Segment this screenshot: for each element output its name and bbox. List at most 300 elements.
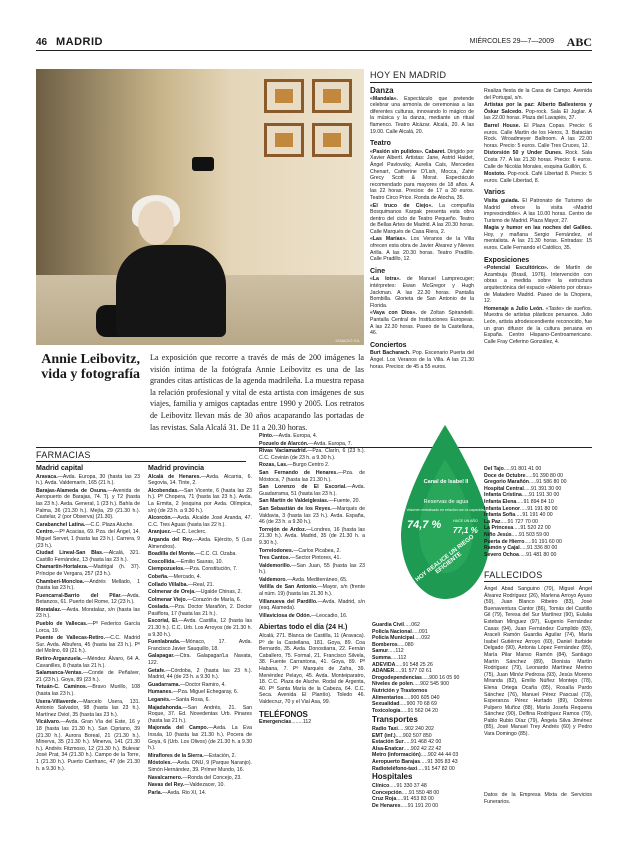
hospital-name: Infanta Sofía xyxy=(484,512,516,519)
farmacia-entry-name: Pinto. xyxy=(259,433,274,439)
farmacia-entry-text: —Avda. Moratalaz, s/n (hasta las 23 h.). xyxy=(36,606,140,620)
hospital-number: .....91 550 48 00 xyxy=(401,789,440,796)
farmacia-entry xyxy=(36,670,140,683)
transporte-number: .....902 507 850 xyxy=(395,732,432,739)
farmacia-entry xyxy=(259,633,365,706)
hospital-name: Concepción xyxy=(372,789,402,796)
farmacia-entry-text: —Sector Pintores, 41. xyxy=(290,555,341,562)
photo-credit: IGNACIO GIL xyxy=(335,338,360,343)
hospital-number: .....91 191 30 00 xyxy=(521,492,560,499)
farmacia-subheading: TELÉFONOS xyxy=(259,709,308,719)
farmacia-entry-name: Emergencias xyxy=(259,719,292,726)
telefono-row xyxy=(372,675,478,682)
transportes-list xyxy=(372,726,478,772)
farmacia-entry-name: San Martín de Valdeiglesias. xyxy=(259,498,329,505)
hoy-entry-text: Pop-rock. Sala El Juglar. A las 22.00 horas. Plaza del Lavapiés, 37. xyxy=(484,108,592,122)
hoy-entry-name: «La lotra». xyxy=(370,276,401,283)
farmacia-entry-text: —Avda. Europa, 7. xyxy=(308,440,353,447)
hoy-entry-name: Magia y humor en las noches del Galileo. xyxy=(484,225,592,232)
farmacia-entry-text: —Avda. Madrid, s/n (esq. Alameda). xyxy=(259,598,365,612)
farmacia-entry-text: —Real, 21. xyxy=(187,581,214,588)
telefonos-list xyxy=(372,622,478,714)
farmacia-entry-text: —Pza. Constitución, 7. xyxy=(184,566,238,573)
farmacia-entry-name: San Fernando de Henares. xyxy=(259,469,338,476)
hospitales-heading: Hospitales xyxy=(372,772,413,781)
hoy-entry-text: de Zoltan Spirandelli. Pantalla Central de Instituciones Europeas. A las 22.30 horas. Paseo de la Castellana, 46. xyxy=(370,310,474,337)
farmacia-entry xyxy=(36,488,140,521)
farmacia-entry xyxy=(259,548,365,555)
hoy-subheading: Cine xyxy=(370,267,386,275)
telefono-row xyxy=(372,648,478,655)
telefono-name: Drogodependencias xyxy=(372,674,422,681)
farmacia-entry xyxy=(148,618,252,638)
farmacia-entry xyxy=(148,488,252,514)
farmacia-entry-text: —Corazón de María, 6. xyxy=(187,596,242,603)
transporte-number: .....902 42 22 42 xyxy=(403,745,442,752)
transporte-name: Estación Sur xyxy=(372,739,404,746)
farmacia-entry-text: —Avda. Rio XI, 14. xyxy=(162,789,207,796)
farmacia-entry xyxy=(148,760,252,773)
farmacia-entry-name: Chamartín-Hortaleza. xyxy=(36,564,89,571)
farmacia-entry xyxy=(148,725,252,751)
hospitales-list xyxy=(372,783,478,809)
farmacia-entry xyxy=(259,462,365,469)
hoy-subheading: Danza xyxy=(370,86,394,95)
farmacia-entry xyxy=(36,635,140,655)
telefono-number: .....91 548 25 26 xyxy=(395,661,433,668)
wall-frame xyxy=(264,123,304,157)
farmacia-entry xyxy=(259,527,365,547)
telefono-number: .....900 16 05 90 xyxy=(421,674,460,681)
farmacia-entry-name: Fuenlabrada. xyxy=(148,639,181,646)
hospital-name: De Henares xyxy=(372,802,401,809)
farmacia-entry xyxy=(148,559,252,566)
hospital-number: .....91 894 84 10 xyxy=(516,498,554,505)
hospital-name: Infanta Elena xyxy=(484,498,517,505)
hospital-name: Severo Ochoa xyxy=(484,551,519,558)
hoy-heading: HOY EN MADRID xyxy=(370,70,592,83)
farmacia-entry xyxy=(259,599,365,612)
hospital-name: Del Tajo xyxy=(484,466,504,472)
farmacia-entry-text: —Avenida de Aeropuerto de Barajas, 74. Tj. y T2 (hasta las 23 h.). Avda. General, 1 (23 h.). Bahía de Palma, 36 (21.30 h.). Mejía, 29 (21.30 h.). Castelar, 2 (por Observa) (21.30). xyxy=(36,487,140,521)
farmacia-entry-name: Centro. xyxy=(36,529,55,536)
farmacia-entry-name: Móstoles. xyxy=(148,760,172,767)
farmacia-entry-name: Coslada. xyxy=(148,604,170,611)
farmacia-entry xyxy=(259,577,365,584)
hospital-row xyxy=(484,466,592,473)
farmacia-entry xyxy=(36,529,140,549)
telefono-name: Alimentarios xyxy=(372,694,404,701)
farmacia-entry-name: Leganés. xyxy=(148,697,171,703)
farmacia-entry xyxy=(148,653,252,666)
person-body xyxy=(116,245,226,337)
farmacia-entry-text: —Avda. Ejército, 5 (Los Almendros). xyxy=(148,536,252,550)
telefono-row xyxy=(372,629,478,636)
feature-photo xyxy=(36,69,364,345)
hoy-entry xyxy=(484,198,592,224)
farmacia-entry-text: —Carlos Picabea, 2. xyxy=(293,547,341,554)
telefono-number: .....112 xyxy=(390,654,407,661)
drop-brand: Canal de Isabel II xyxy=(423,479,469,485)
farmacia-entry-text: —Doctor Ramiro, 4. xyxy=(180,681,226,688)
hoy-entry xyxy=(484,306,592,346)
farmacia-entry-text: —Madrigal (h. 37). Príncipe de Vergara, 257 (23 h.). xyxy=(36,564,140,577)
farmacia-entry-text: —Méndez Álvaro, 64 A. Cavanilles, 8 (hasta las 21 h.). xyxy=(36,656,140,669)
section-title: MADRID xyxy=(56,36,103,48)
farmacia-entry xyxy=(148,474,252,487)
hospital-number: .....91 503 59 00 xyxy=(511,531,550,538)
farmacia-entry-text: —Valdezacer, 10. xyxy=(184,782,225,789)
farmacia-entry xyxy=(259,719,365,726)
hoy-entry-text: de Manuel Lamprecuger; intérpretes: Ewan McGregor y Hugh Jackman. A las 22.30 horas. Pantalla Bombilla. Glorieta de San Antonio de la Florida. xyxy=(370,276,474,309)
farmacia-entry-text: —Pza. de Móstoca, 7 (hasta las 21.30 h.). xyxy=(259,469,365,483)
hoy-entry xyxy=(484,171,592,184)
farmacia-entry-name: Navalcarnero. xyxy=(148,774,183,781)
telefono-number: .....91 562 04 20 xyxy=(400,707,438,714)
hoy-entry xyxy=(370,276,474,309)
telefono-number: .....091 xyxy=(411,628,428,635)
transporte-row xyxy=(372,726,478,733)
telefono-number: .....900 70 68 69 xyxy=(399,701,437,708)
farmacia-entry-name: Salamanca-Ventas. xyxy=(36,670,84,677)
hospital-number: .....91 801 41 00 xyxy=(503,466,542,472)
farmacia-entry xyxy=(148,582,252,589)
farmacia-entry-name: San Sebastián de los Reyes. xyxy=(259,505,332,512)
farmacia-entry-name: Puente de Vallecas-Retiro. xyxy=(36,635,106,642)
farmacia-entry xyxy=(36,684,140,697)
farmacia-entry-text: —C.C. Plaza Aluche. xyxy=(85,521,134,528)
hospital-row xyxy=(372,790,478,797)
farmacia-entry-text: Alcalá, 271. Blanca de Castilla, 11 (Aravaca). Pº de la Castellana, 181. Goya, 89. Coa Bernardo, 35. Avda. Donostiarra, 22. Fernán Caballero, 75. Formal, 21. Francisco Silvela, 38. Fuente Carrantona, 41. Goya, 89. Pº Habana, 7. Pº Marqués de Zafra, 39. Menéndez Pelayo, 45. Avda. Monteiparatro, 18. C.C. Plaza de Aluche. Rodal de Argenta, 40. Pº Santa María de la Cabeza, 64. C.C. Seca. Avenida El Plantío). Toledo 46. Valdecruz, 70 y el Vial Asa, 99. xyxy=(259,633,365,705)
telefono-name: Sexualidad xyxy=(372,701,400,708)
wall-frame xyxy=(264,79,304,113)
farmacia-entry xyxy=(148,574,252,581)
hoy-entry-text: Espectáculo que pretende celebrar una armonía de ceremonias a las diferentes culturas, innovando lo mágico de la música y la danza, mediante un ritual flamenco. Teatro Alcázar. Alcalá, 20. A las 19.00. Calle Alcalá, 20. xyxy=(370,95,474,135)
farmacia-entry-text: —Bravo Murillo, 108 (hasta las 23 h.). xyxy=(36,684,140,697)
farmacia-entry-name: Pozuelo de Alarcón. xyxy=(259,440,309,447)
hospital-number: .....91 191 80 00 xyxy=(520,505,558,512)
farmacias-heading: FARMACIAS xyxy=(36,450,246,462)
transporte-number: .....91 547 82 00 xyxy=(417,765,455,772)
farmacia-entry-name: Tetuán-C. Caminos. xyxy=(36,684,88,691)
farmacia-entry-name: Guadarrama. xyxy=(148,681,181,688)
farmacia-entry xyxy=(148,515,252,528)
farmacia-entry-text: —Ctra. Galapagar/La Navata, 122. xyxy=(148,653,252,667)
telefono-row xyxy=(372,655,478,662)
fallecidos-text: Ángel Abad Sanguino (70), Miguel Ángel Álvarez Rodríguez (26), Marlena Arroyo Ayuso (59), Juan Blanco Ribeiro (83), José Buenaventura Cantor (86), Tomás del Castillo Gil (79), Teresa del Sur Martínez (90), Eulalia Esteban Minguez (97), Eugenio Fernández Casas (94), Juan Fernández Cumplido (83), Araceli Ramón Guardia Aguilar (74), María Isabel Gutiérrez Arroyo (60), Daniel Iturbide Delgado (90), Antonia López Fernández (85), María Pilar Manso Ramón (84), Santiago Martín Sánchez (89), Dionisia Martín Rodríguez (79), Leonardo Martínez Merino (75), Juan Minóz Pedrosa (93), Jesús Moreno Miranda (82), Emilio Núñez Montejo (78), Elena Ortega Ocaña (85), Rosalía Pardo Sánchez (76), Manuel Pérez Pascual (73), Esperanza Pérez Hurtado (89), Dolores Pulpero Muñoz (88), María Josefa Requena Sánchez (90), Delfina Rodríguez Ramos (79), Pablo Rubio Díaz (79), Ángela Silva Jiménez (85), José Manuel Trey Andrés (60) y Pedro Vara Domingo (85). xyxy=(484,586,592,738)
newspaper-logo: ABC xyxy=(566,35,592,49)
transporte-number: .....902 44 44 03 xyxy=(420,752,459,759)
hoy-entry xyxy=(484,265,592,305)
farmacia-entry-name: Aranjuez. xyxy=(148,529,172,536)
farmacia-entry xyxy=(259,584,365,597)
hospital-name: Doce de Octubre xyxy=(484,472,526,479)
telefono-name: Nutrición y Trastornos xyxy=(372,687,428,694)
hospital-name: Infanta Cristina xyxy=(484,492,522,499)
transporte-name: Alsa-Enatcar xyxy=(372,745,404,752)
farmacia-entry-text: —Mayor, s/n (frente al núm. 19) (hasta las 21.30 h.). xyxy=(259,584,365,598)
hospital-name: Gregorio Marañón xyxy=(484,479,529,486)
hoy-entry-text: Pop-rock. Café Libertad 8. Precio: 5 euros. Calle Libertad, 8. xyxy=(484,171,592,184)
farmacia-entry-text: —Avda. Guadarrama, 51 (hasta las 23 h.). xyxy=(259,484,365,497)
drop-pct-right: 77,1 % xyxy=(453,526,478,535)
farmacia-entry-name: Villaviciosa de Odón. xyxy=(259,612,312,619)
hospital-row xyxy=(484,492,592,499)
hospital-name: Ramón y Cajal xyxy=(484,545,520,552)
farmacia-entry-text: —Pº Federico García Lorca, 19. xyxy=(36,621,140,634)
hoy-column-1 xyxy=(370,88,474,371)
hoy-entry-name: Homenaje a Julio León. xyxy=(484,305,544,312)
telefono-number: .....112 xyxy=(388,648,404,655)
farmacia-entry-text: —Conde de Peñalver, 21 (23 h.). Goya, 89 (23 h.). xyxy=(36,670,140,683)
farmacia-entry xyxy=(148,790,252,797)
telefono-name: Niveles de polen xyxy=(372,681,413,688)
transporte-name: EMT (inf.) xyxy=(372,732,396,739)
telefono-row xyxy=(372,622,478,629)
telefono-number: .....902 545 900 xyxy=(412,681,450,688)
farmacias-column-3 xyxy=(259,433,365,727)
drop-pct-left: 74,7 % xyxy=(407,519,442,531)
telefono-name: Toxicología xyxy=(372,707,401,714)
drop-slogan: HOY REALICE UN RIEGO EFICIENTE xyxy=(414,534,476,584)
farmacia-entry xyxy=(259,613,365,620)
farmacia-entry-text: —Estación, 2. xyxy=(203,752,236,759)
farmacia-entry xyxy=(259,563,365,576)
farmacia-entry-text: —C.C. Leclerc. xyxy=(171,529,207,536)
farmacia-entry-text: —Avda. Gran Vía del Este, 16 y 18 (hasta las 21.30 h.). San Cipriano, 39 (21.30 h.). Aurora Boreal, 21 (21.30 h.). Minerva, 35 (21.30 h.). Minerva, 141 (21.30 h.). Andrés Fitzmoso, 12 (21.30 h.). Bulevar José Prat, 34 (21.30 h.). Campo de la Torre, 1 (21.30 h.). Puerto Canfranc, 47 (de 21.30 h. a 9.30 h.). xyxy=(36,719,140,772)
transporte-row xyxy=(372,752,478,759)
hospital-number: .....91 191 40 00 xyxy=(515,512,553,519)
hospital-row xyxy=(484,499,592,506)
farmacia-entry-text: —Avda. ONU, 9 (Parque Naranjo). Simón Hernández, 39. Prímer Mundo, 16. xyxy=(148,760,252,773)
farmacia-entry xyxy=(36,564,140,577)
hospital-number: .....91 390 80 00 xyxy=(525,472,564,479)
hospital-name: Hospital Central xyxy=(484,485,524,492)
farmacias-column-1 xyxy=(36,466,140,773)
farmacia-entry-name: Galapagar. xyxy=(148,653,175,660)
transporte-name: Metro (información) xyxy=(372,752,421,759)
hoy-entry xyxy=(484,88,592,101)
farmacia-entry-text: —Londres, 16 (hasta las 21.30 h.). Avda. Madrid, 35 (de 21.30 h. a 9.30 h.). xyxy=(259,526,365,546)
telefono-row xyxy=(372,668,478,675)
farmacia-entry xyxy=(36,656,140,669)
transporte-row xyxy=(372,746,478,753)
telefono-name: Samur xyxy=(372,648,389,655)
hoy-entry-name: Barrel House. xyxy=(484,122,521,129)
farmacia-entry-text: —Córdoba, 2 (hasta las 23 h.). Madrid, 44 (de 23 h. a 9.30 h.). xyxy=(148,667,252,681)
farmacia-entry xyxy=(36,593,140,606)
wall-frame xyxy=(312,123,352,157)
farmacia-entry-text: —Alcalá, 321. Castillo Fernández, 13 (hasta las 23 h.). xyxy=(36,550,140,563)
hoy-entry xyxy=(370,310,474,336)
hoy-entry-name: Artistas por la paz: Alberto Ballesteros y Óskar Salcedo. xyxy=(484,102,592,115)
farmacia-entry xyxy=(259,506,365,526)
farmacia-entry xyxy=(148,537,252,550)
camera-icon xyxy=(192,157,214,171)
farmacia-entry-text: —Avda. Betanzos, 61. Puerto del Rome, 12 (23 h.). xyxy=(36,592,140,606)
farmacia-entry-name: San Lorenzo de El Escorial. xyxy=(259,484,347,491)
farmacia-entry xyxy=(148,551,252,558)
farmacia-entry-text: —Mónaco, 17. Avda. Francisco Javier Sauquillo, 18. xyxy=(148,639,252,652)
hoy-entry-text: El Plaza Copas. Precio: 6 euros. Calle Martín de los Heros, 3. Batacián Rock. Wroadmeyer Ballroom. A las 22.00 horas. Precio: 5 euros. Calle Tres Cruces, 12. xyxy=(484,122,593,149)
hospital-name: Niño Jesús xyxy=(484,531,512,538)
farmacia-entry-name: Retiro-Arganzuela. xyxy=(36,656,83,663)
farmacia-entry xyxy=(148,597,252,604)
hoy-entry-name: «Vaya con Dios». xyxy=(370,310,417,317)
telefono-number: .....900 605 040 xyxy=(403,694,440,701)
farmacia-entry xyxy=(148,589,252,596)
hospital-row xyxy=(484,525,592,532)
feature-text: La exposición que recorre a través de más de 200 imágenes la visión íntima de la fotógrafa Annie Leibovitz es una de las grandes citas artísticas de la agenda madrileña. La muestra repasa la relación profesional y vital de esta artista con imágenes de sus viajes, familia y amigos captadas entre 1990 y 2005. Los retratos de Leibovitz llevan más de 30 años acaparando las portadas de las revistas. Sala Alcalá 31. De 11 a 20.30 horas. xyxy=(150,353,364,432)
farmacia-entry-name: Velilla de San Antonio. xyxy=(259,584,318,591)
hospital-number: .....91 191 60 00 xyxy=(524,538,562,545)
farmacia-entry-name: Valdemorillo. xyxy=(259,562,292,569)
hospital-number: .....91 520 22 00 xyxy=(513,525,551,532)
transporte-number: .....902 240 202 xyxy=(397,726,434,732)
telefono-name: Policía Municipal xyxy=(372,635,415,642)
hospital-name: Clínico xyxy=(372,783,390,789)
hospital-name: La Princesa xyxy=(484,525,514,532)
farmacia-entry xyxy=(148,566,252,573)
hoy-entry-text: La compañía Bosquimanos Karpak presenta esta obra dentro del ciclo de Teatro Pequeño. Teatro de Bellas Artes de Madrid. A las 20.30 horas. Calle Marqués de Casa Riera, 2. xyxy=(370,202,474,235)
hospital-row xyxy=(484,512,592,519)
farmacia-entry-text: —Avda. Europa, 4. xyxy=(273,433,318,439)
farmacia-entry xyxy=(36,699,140,719)
hospital-name: La Paz xyxy=(484,518,501,525)
hospital-row xyxy=(484,532,592,539)
hoy-entry xyxy=(370,149,474,202)
farmacia-entry-name: Majorada del Campo. xyxy=(148,725,209,732)
telefono-row xyxy=(372,635,478,642)
hospital-number: .....91 481 80 00 xyxy=(518,551,557,558)
hoy-subheading: Conciertos xyxy=(370,341,407,349)
farmacia-entry xyxy=(148,682,252,689)
hoy-entry-text: de Martín de Azambuja (Brasil, 1976). Intervención con obras a medida sobre la estructura arquitectónica del espacio «Abierto por obras» de Matadero Madrid. Paseo de la Chopera, 12. xyxy=(484,265,592,305)
hoy-entry xyxy=(370,96,474,136)
farmacia-entry xyxy=(148,753,252,760)
telefono-number: .....092 xyxy=(414,635,430,642)
farmacia-subheading: Madrid capital xyxy=(36,465,84,472)
wall-frame xyxy=(312,79,352,113)
farmacia-entry-name: Arganda del Rey. xyxy=(148,536,194,543)
farmacia-entry xyxy=(36,621,140,634)
hospital-name: Puerta de Hierro xyxy=(484,538,525,545)
hoy-subheading: Exposiciones xyxy=(484,256,530,264)
farmacia-entry xyxy=(148,697,252,704)
telefono-name: ADANER xyxy=(372,668,395,675)
transporte-number: .....91 305 83 43 xyxy=(420,758,458,765)
hoy-entry-text: Hoy, y mañana Sergio Fernández, el mentalista. A las 21.30 horas. Entradas: 15 euros. Calle Fernando el Católico, 35. xyxy=(484,231,592,252)
farmacia-entry xyxy=(259,470,365,483)
farmacia-entry-text: —Pza. Miguel Echegaray, 6. xyxy=(172,689,239,696)
farmacia-entry xyxy=(36,550,140,563)
transporte-row xyxy=(372,759,478,766)
farmacia-entry xyxy=(36,607,140,620)
farmacia-entry-name: Boadilla del Monte. xyxy=(148,551,196,558)
hospital-row xyxy=(484,473,592,480)
farmacia-entry-name: Alcorcón. xyxy=(148,515,172,522)
farmacia-entry-name: Miraflores de la Sierra. xyxy=(148,752,204,759)
farmacia-entry-text: —San Juan, 55 (hasta las 23 h.). xyxy=(259,562,365,576)
farmacia-entry xyxy=(148,529,252,536)
drop-caption-right: HACE UN AÑO xyxy=(453,519,478,523)
farmacia-entry-name: Torrejón de Ardoz. xyxy=(259,526,307,533)
drop-sublabel: Volumen embalsado en relación con la capacidad xyxy=(406,508,486,512)
telefono-name: ADEVIDA xyxy=(372,661,396,668)
farmacia-entry xyxy=(36,474,140,487)
hospital-number: .....91 391 30 00 xyxy=(523,485,562,492)
hoy-entry-name: «El truco de Ciejo». xyxy=(370,202,433,209)
hospital-number: .....91 336 80 00 xyxy=(519,545,558,552)
farmacia-entry-name: Carabanchel Latina. xyxy=(36,521,86,528)
hospital-row xyxy=(484,552,592,559)
hospital-row xyxy=(484,479,592,486)
telefono-row xyxy=(372,681,478,688)
farmacia-entry-name: Tres Cantos. xyxy=(259,555,291,562)
hospital-row xyxy=(372,796,478,803)
transporte-name: Radioteléfono-taxi xyxy=(372,765,418,772)
hospital-row xyxy=(484,545,592,552)
farmacia-entry-name: Parla. xyxy=(148,789,163,796)
farmacia-entry xyxy=(148,689,252,696)
hoy-entry-text: Los Veranos de la Villa ofrecen esta obra de Javier Álvarez y Nieves Arilla. A las 20.30 horas. Teatro Pradillo. Calle Pradillo, 12. xyxy=(370,236,474,263)
farmacia-entry-name: Alcalá de Henares. xyxy=(148,473,201,480)
hoy-entry xyxy=(370,236,474,262)
hospital-row xyxy=(484,519,592,526)
page-header xyxy=(36,36,592,51)
hoy-entry-text: Realiza fiesta de la Casa de Campo. Avenida del Portugal, s/n. xyxy=(484,88,592,101)
farmacia-subheading: Abiertas todo el día (24 H.) xyxy=(259,624,348,632)
farmacia-entry xyxy=(259,555,365,562)
farmacia-entry xyxy=(36,522,140,529)
farmacia-entry-text: —Avda. Mediterráneo, 65. xyxy=(286,576,348,583)
transportes-heading: Transportes xyxy=(372,715,418,724)
hoy-entry-text: Pop. Escenario Puerta del Ángel. Los Veranos de la Villa. A las 21.30 horas. Precios: de 45 a 55 euros. xyxy=(370,350,474,370)
farmacias-column-2 xyxy=(148,466,252,797)
farmacia-entry-name: Pueblo de Vallecas. xyxy=(36,621,88,628)
hoy-column-2 xyxy=(484,88,592,346)
hospital-number: .....91 453 83 00 xyxy=(396,796,434,803)
farmacia-entry-name: Colmenar Viejo. xyxy=(148,596,188,603)
hospital-number: .....91 586 80 00 xyxy=(528,479,567,486)
farmacia-entry-text: —San Vicente, 6 (hasta las 23 h.). Pº Chopera, 71 (hasta las 23 h.). Avda. La Ermita, 2 (esquina por Avda. Olímpica, s/n) (de 23 h. a 9.30 h.). xyxy=(148,487,252,514)
farmacia-entry-text: —Pza. Doctor Marañón, 2. Doctor Pasiflora, 17 (hasta las 21 h.). xyxy=(148,604,252,617)
hoy-entry xyxy=(484,150,592,170)
hoy-subheading: Teatro xyxy=(370,140,391,148)
farmacia-entry xyxy=(259,498,365,505)
hospital-row xyxy=(484,506,592,513)
farmacia-entry-text: —Fuente, 20. xyxy=(328,498,360,505)
hoy-entry xyxy=(484,123,592,149)
farmacia-entry-name: Coscollida. xyxy=(148,558,176,565)
hoy-subheading: Varios xyxy=(484,189,506,197)
telefono-name: Guardia Civil xyxy=(372,622,404,628)
farmacia-entry-text: —Avda. La Eva Insula, 10 (hasta las 21.30 h.). Pocera de Goya, 6 (Urb. Los Olivos) (de 21.30 h. a 9.30 h.). xyxy=(148,725,252,752)
hoy-entry-name: Burt Bacharach. xyxy=(370,350,411,357)
person-head xyxy=(138,201,174,245)
farmacia-entry-name: Vicálvaro. xyxy=(36,719,61,726)
farmacia-entry-text: —Avda. Europa, 30 (hasta las 23 h.). Avda. Valdemarín, 165 (21 h.). xyxy=(36,473,140,487)
farmacia-entry-text: —Mercado, 4. xyxy=(168,573,202,580)
transporte-number: .....91 468 42 00 xyxy=(403,739,442,746)
transporte-row xyxy=(372,733,478,740)
transporte-name: Radio Taxi xyxy=(372,726,398,732)
hoy-entry xyxy=(370,350,474,370)
hoy-entry xyxy=(484,225,592,251)
hospital-number: .....91 191 20 00 xyxy=(400,802,439,809)
farmacia-entry-text: —Santa Rosa, 6. xyxy=(170,697,211,703)
farmacia-entry-text: —Ronda del Concejo, 23. xyxy=(182,774,242,781)
